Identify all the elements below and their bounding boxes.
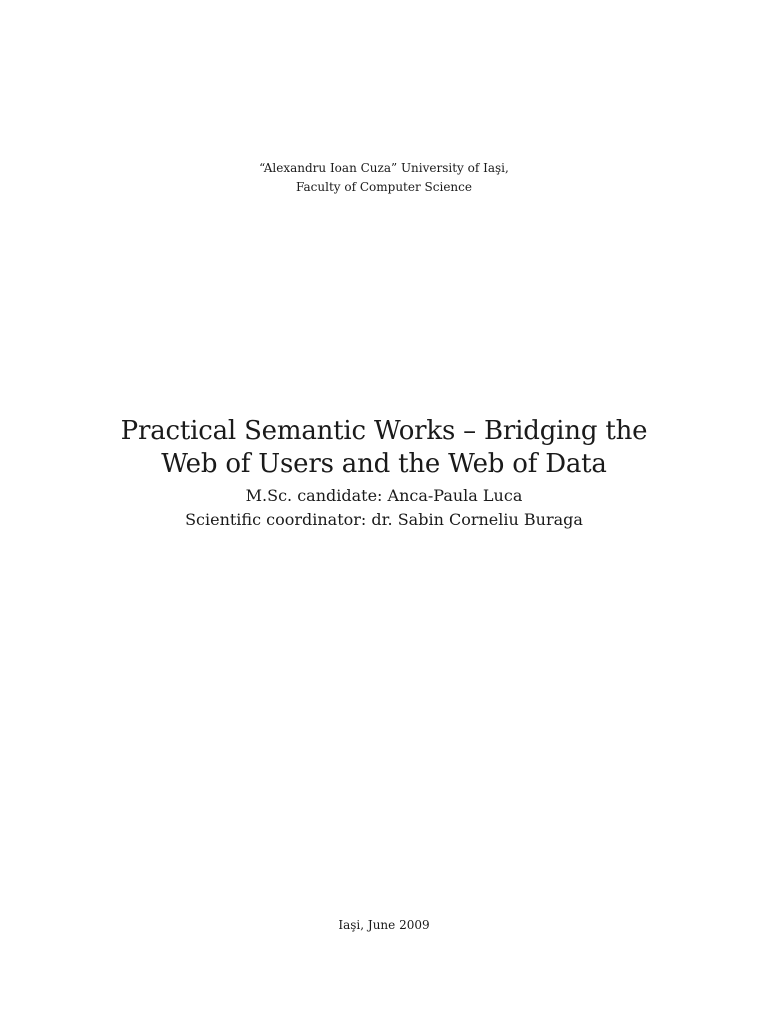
- candidate-line: M.Sc. candidate: Anca-Paula Luca: [245, 486, 523, 505]
- thesis-title-line-2: Web of Users and the Web of Data: [161, 449, 607, 479]
- faculty-name: Faculty of Computer Science: [296, 180, 472, 194]
- place-date: Iaşi, June 2009: [338, 918, 430, 932]
- university-name: “Alexandru Ioan Cuza” University of Iaşi,: [259, 161, 509, 175]
- coordinator-line: Scientific coordinator: dr. Sabin Corneliu Buraga: [185, 510, 583, 529]
- thesis-title-line-1: Practical Semantic Works – Bridging the: [120, 416, 648, 446]
